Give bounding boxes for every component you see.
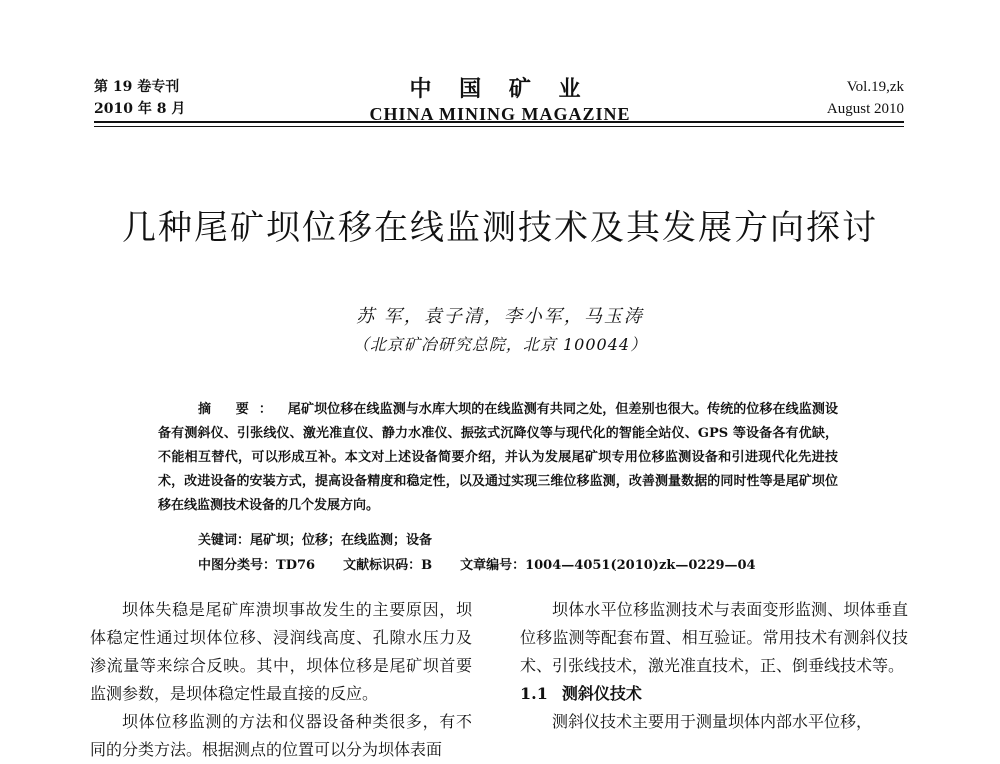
article-no-label: 文章编号：: [460, 558, 526, 573]
header-rule-thin: [94, 126, 904, 127]
paragraph: 坝体位移监测的方法和仪器设备种类很多，有不同的分类方法。根据测点的位置可以分为坝体表面: [90, 712, 472, 759]
abstract: [158, 398, 838, 518]
body-column-right: [520, 596, 908, 736]
section-number: 1.1: [520, 684, 548, 703]
article-title: 几种尾矿坝位移在线监测技术及其发展方向探讨: [122, 208, 878, 248]
paragraph: 坝体失稳是尾矿库溃坝事故发生的主要原因，坝体稳定性通过坝体位移、浸润线高度、孔隙水压力及渗流量等来综合反映。其中，坝体位移是尾矿坝首要监测参数，是坝体稳定性最直接的反应。: [90, 600, 472, 703]
volume-label: 第 19 卷专刊: [94, 79, 180, 95]
section-heading: [520, 680, 908, 708]
paragraph: 测斜仪技术主要用于测量坝体内部水平位移，: [552, 712, 873, 731]
affiliation: （北京矿冶研究总院，北京 100044）: [352, 335, 648, 354]
issue-date-en: August 2010: [826, 101, 904, 117]
journal-name-en: CHINA MINING MAGAZINE: [369, 104, 631, 124]
volume-label-en: Vol.19,zk: [846, 79, 904, 95]
keywords-label: 关键词：: [198, 533, 251, 548]
issue-date-cn: 2010 年 8 月: [94, 101, 186, 117]
keywords: [198, 531, 432, 551]
authors: 苏 军，袁子清，李小军，马玉涛: [356, 306, 644, 327]
keywords-text: 尾矿坝；位移；在线监测；设备: [250, 533, 433, 548]
clc-label: 中图分类号：: [198, 558, 277, 573]
doc-code-label: 文献标识码：: [343, 558, 422, 573]
clc-value: TD76: [276, 558, 316, 573]
section-title: 测斜仪技术: [561, 684, 642, 703]
doc-code-value: B: [421, 558, 433, 573]
journal-name-cn: 中 国 矿 业: [409, 76, 591, 102]
body-column-left: [90, 596, 472, 764]
header-right: [827, 76, 904, 120]
header-rule-thick: [94, 121, 904, 123]
abstract-label: 摘 要：: [198, 402, 282, 417]
article-no-value: 1004—4051(2010)zk—0229—04: [525, 558, 756, 573]
paragraph: 坝体水平位移监测技术与表面变形监测、坝体垂直位移监测等配套布置、相互验证。常用技术有测斜仪技术、引张线技术，激光准直技术，正、倒垂线技术等。: [520, 600, 908, 675]
abstract-text: 尾矿坝位移在线监测与水库大坝的在线监测有共同之处，但差别也很大。传统的位移在线监测设备有测斜仪、引张线仪、激光准直仪、静力水准仪、振弦式沉降仪等与现代化的智能全站仪、GPS 等设备各有优缺，不能相互替代，可以形成互补。本文对上述设备简要介绍，并认为发展尾矿坝专用位移监测设备和引进现代化先进技术，改进设备的安装方式，提高设备精度和稳定性，以及通过实现三维位移监测，改善测量数据的同时性等是尾矿坝位移在线监测技术设备的几个发展方向。: [158, 402, 838, 513]
classification-line: [198, 556, 756, 576]
